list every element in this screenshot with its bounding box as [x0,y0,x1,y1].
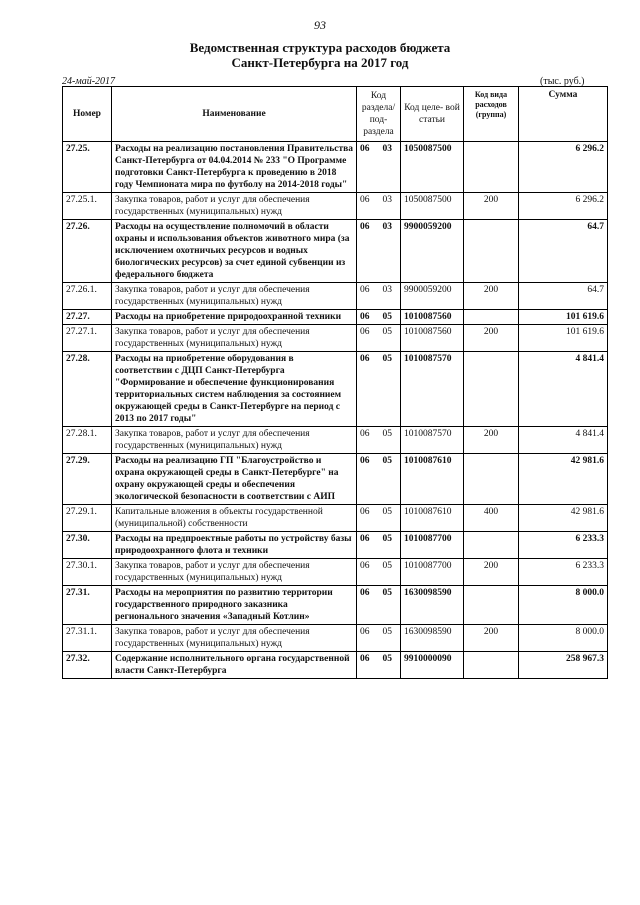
row-section: 06 [360,285,370,295]
row-section-code [357,352,401,427]
row-subsection: 05 [382,327,392,337]
row-type-code [464,532,519,559]
row-section: 06 [360,312,370,322]
row-name: Расходы на предпроектные работы по устройству базы природоохранного флота и техники [112,532,357,559]
row-section-code [357,220,401,283]
row-name: Закупка товаров, работ и услуг для обеспечения государственных (муниципальных) нужд [112,559,357,586]
row-number: 27.27. [63,310,112,325]
row-type-code [464,220,519,283]
row-subsection: 05 [382,561,392,571]
header-number: Номер [63,87,112,142]
header-name: Наименование [112,87,357,142]
row-number: 27.30.1. [63,559,112,586]
row-section-code [357,193,401,220]
row-type-code: 200 [464,559,519,586]
row-target-code: 1010087560 [401,325,464,352]
row-section: 06 [360,627,370,637]
row-type-code: 200 [464,427,519,454]
table-row [63,193,608,220]
row-section-code [357,454,401,505]
row-number: 27.26.1. [63,283,112,310]
row-name: Расходы на реализацию ГП "Благоустройство и охрана окружающей среды в Санкт-Петербурге" на охрану окружающей среды и обеспечения экологической безопасности в соответствии с АИП [112,454,357,505]
table-row [63,586,608,625]
row-number: 27.26. [63,220,112,283]
row-sum: 101 619.6 [519,325,608,352]
header-type: Код вида расходов (группа) [464,87,519,142]
row-type-code: 200 [464,625,519,652]
table-row [63,142,608,193]
row-sum: 101 619.6 [519,310,608,325]
row-type-code [464,454,519,505]
row-section-code [357,310,401,325]
row-type-code: 400 [464,505,519,532]
row-section: 06 [360,534,370,544]
row-number: 27.31.1. [63,625,112,652]
page-number: 93 [314,18,326,32]
row-sum: 6 233.3 [519,532,608,559]
row-section: 06 [360,429,370,439]
row-subsection: 05 [382,534,392,544]
row-target-code: 9900059200 [401,220,464,283]
row-target-code: 1010087610 [401,454,464,505]
row-name: Расходы на приобретение природоохранной техники [112,310,357,325]
row-number: 27.32. [63,652,112,679]
row-section: 06 [360,561,370,571]
row-target-code: 1010087560 [401,310,464,325]
row-section-code [357,559,401,586]
table-row [63,454,608,505]
row-target-code: 9900059200 [401,283,464,310]
row-sum: 42 981.6 [519,505,608,532]
table-row [63,310,608,325]
row-section: 06 [360,507,370,517]
table-header-row [63,87,608,142]
row-name: Расходы на реализацию постановления Правительства Санкт-Петербурга от 04.04.2014 № 233 "О Программе подготовки Санкт-Петербурга к проведению в 2018 году Чемпионата мира по футболу на 2014-2018 годы" [112,142,357,193]
row-name: Капитальные вложения в объекты государственной (муниципальной) собственности [112,505,357,532]
row-name: Закупка товаров, работ и услуг для обеспечения государственных (муниципальных) нужд [112,625,357,652]
row-target-code: 1010087700 [401,559,464,586]
row-section-code [357,427,401,454]
row-target-code: 1050087500 [401,193,464,220]
row-number: 27.25. [63,142,112,193]
header-sum: Сумма [519,87,608,142]
row-sum: 42 981.6 [519,454,608,505]
row-subsection: 05 [382,627,392,637]
row-type-code: 200 [464,193,519,220]
row-section-code [357,505,401,532]
row-target-code: 1630098590 [401,625,464,652]
row-name: Расходы на осуществление полномочий в области охраны и использования объектов животного мира (за исключением охотничьих ресурсов и водных биологических ресурсов) за счет единой субвенции из федерального бюджета [112,220,357,283]
row-section: 06 [360,456,370,466]
row-name: Закупка товаров, работ и услуг для обеспечения государственных (муниципальных) нужд [112,283,357,310]
row-subsection: 03 [382,195,392,205]
row-number: 27.31. [63,586,112,625]
row-subsection: 05 [382,654,392,664]
row-section-code [357,142,401,193]
header-target: Код целе- вой статьи [401,87,464,142]
row-type-code [464,310,519,325]
row-type-code: 200 [464,325,519,352]
row-section: 06 [360,588,370,598]
row-subsection: 05 [382,588,392,598]
row-number: 27.30. [63,532,112,559]
table-row [63,505,608,532]
row-sum: 6 233.3 [519,559,608,586]
row-sum: 8 000.0 [519,586,608,625]
table-row [63,325,608,352]
row-target-code: 1010087700 [401,532,464,559]
row-subsection: 03 [382,144,392,154]
row-section: 06 [360,195,370,205]
row-target-code: 9910000090 [401,652,464,679]
row-number: 27.29.1. [63,505,112,532]
table-row [63,427,608,454]
document-date: 24-май-2017 [62,76,116,87]
document-title [0,40,640,70]
row-target-code: 1630098590 [401,586,464,625]
row-type-code [464,352,519,427]
row-name: Содержание исполнительного органа государственной власти Санкт-Петербурга [112,652,357,679]
table-row [63,652,608,679]
row-section-code [357,625,401,652]
row-subsection: 05 [382,507,392,517]
table-row [63,625,608,652]
table-row [63,532,608,559]
row-sum: 4 841.4 [519,427,608,454]
row-subsection: 03 [382,285,392,295]
row-name: Закупка товаров, работ и услуг для обеспечения государственных (муниципальных) нужд [112,193,357,220]
row-sum: 6 296.2 [519,193,608,220]
row-section-code [357,325,401,352]
row-target-code: 1010087610 [401,505,464,532]
table-row [63,559,608,586]
row-section: 06 [360,222,370,232]
row-type-code: 200 [464,283,519,310]
row-section: 06 [360,327,370,337]
row-sum: 8 000.0 [519,625,608,652]
row-name: Расходы на мероприятия по развитию территории государственного природного заказника регионального значения «Западный Котлин» [112,586,357,625]
row-name: Закупка товаров, работ и услуг для обеспечения государственных (муниципальных) нужд [112,427,357,454]
row-target-code: 1010087570 [401,352,464,427]
table-row [63,283,608,310]
row-subsection: 03 [382,222,392,232]
row-section-code [357,652,401,679]
row-subsection: 05 [382,354,392,364]
row-name: Закупка товаров, работ и услуг для обеспечения государственных (муниципальных) нужд [112,325,357,352]
row-sum: 6 296.2 [519,142,608,193]
row-number: 27.29. [63,454,112,505]
row-section: 06 [360,354,370,364]
title-line-1: Ведомственная структура расходов бюджета [189,40,451,55]
units-label: (тыс. руб.) [540,76,585,87]
row-subsection: 05 [382,456,392,466]
row-name: Расходы на приобретение оборудования в соответствии с ДЦП Санкт-Петербурга "Формирование и обеспечение функционирования территориальных систем наблюдения за состоянием окружающей среды в Санкт-Петербурге на период с 2013 по 2017 годы" [112,352,357,427]
row-type-code [464,652,519,679]
table-row [63,220,608,283]
row-sum: 4 841.4 [519,352,608,427]
row-subsection: 05 [382,312,392,322]
header-section: Код раздела/ под- раздела [357,87,401,142]
row-target-code: 1010087570 [401,427,464,454]
row-sum: 258 967.3 [519,652,608,679]
row-number: 27.28. [63,352,112,427]
row-subsection: 05 [382,429,392,439]
row-sum: 64.7 [519,283,608,310]
row-number: 27.25.1. [63,193,112,220]
row-section-code [357,586,401,625]
row-sum: 64.7 [519,220,608,283]
row-type-code [464,586,519,625]
row-section: 06 [360,654,370,664]
row-target-code: 1050087500 [401,142,464,193]
row-type-code [464,142,519,193]
row-section-code [357,532,401,559]
row-number: 27.28.1. [63,427,112,454]
row-section-code [357,283,401,310]
row-section: 06 [360,144,370,154]
budget-table [62,86,608,679]
table-row [63,352,608,427]
row-number: 27.27.1. [63,325,112,352]
title-line-2: Санкт-Петербурга на 2017 год [231,55,409,70]
